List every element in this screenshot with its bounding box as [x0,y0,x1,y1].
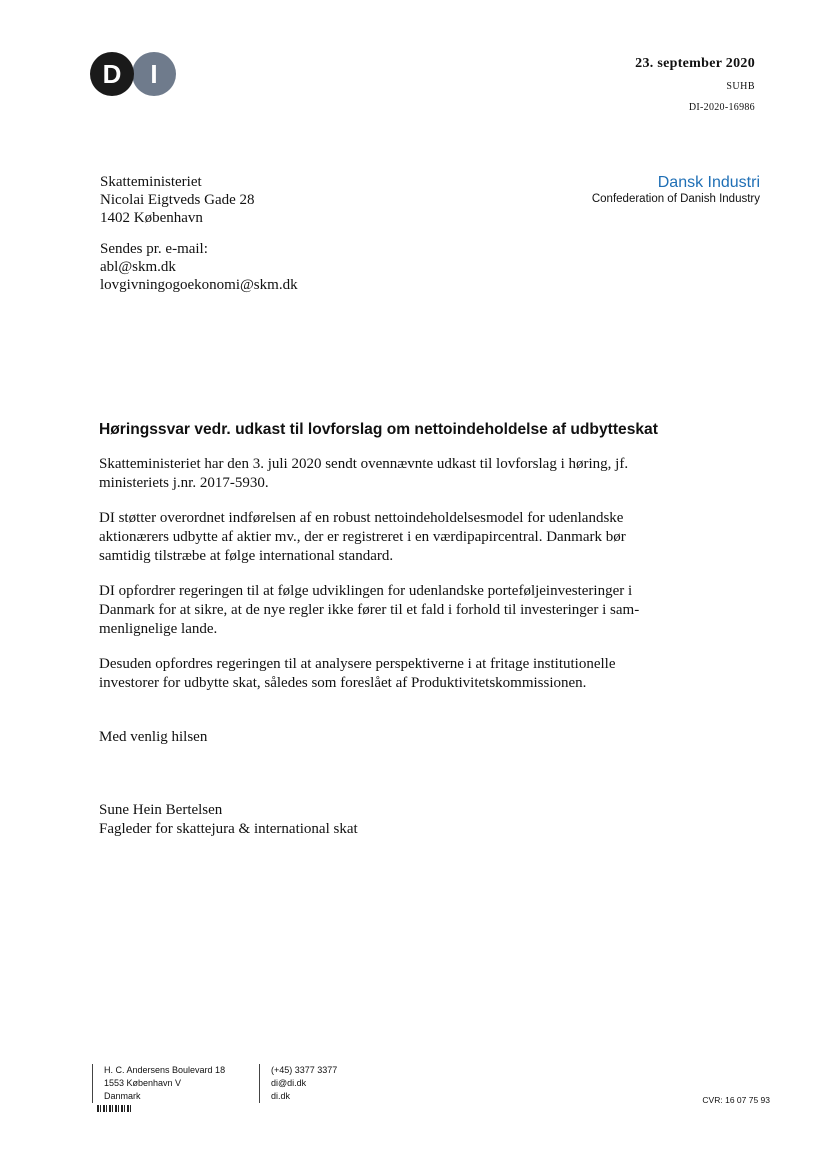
body-paragraph [99,582,689,639]
body-paragraph [99,509,689,566]
signer-title: Fagleder for skattejura & international skat [99,821,358,837]
closing-salutation: Med venlig hilsen [99,729,208,745]
author-initials: SUHB [726,81,755,92]
logo-i-circle: I [132,52,176,96]
body-paragraph [99,455,689,493]
body-line: Danmark for at sikre, at de nye regler ikke fører til et fald i forhold til investeringer i sam- [99,602,640,618]
body-line: ministeriets j.nr. 2017-5930. [99,475,269,491]
email-address: lovgivningogoekonomi@skm.dk [100,277,298,293]
footer-address-line: H. C. Andersens Boulevard 18 [104,1065,226,1075]
body-line: aktionærers udbytte af aktier mv., der er registreret i en værdipapircentral. Danmark bør [99,529,626,545]
body-line: Desuden opfordres regeringen til at analysere perspektiverne i at fritage institutionelle [99,656,616,672]
letter-body [99,455,689,709]
email-address: abl@skm.dk [100,259,176,275]
body-line: DI opfordrer regeringen til at følge udviklingen for udenlandske porteføljeinvesteringer i [99,583,633,599]
footer-contact [259,1064,337,1103]
footer-website: di.dk [271,1091,291,1101]
footer-address-line: 1553 København V [104,1078,182,1088]
footer-phone: (+45) 3377 3377 [271,1065,338,1075]
organization-block [592,174,760,205]
recipient-line: 1402 København [100,210,203,226]
body-paragraph [99,655,689,693]
footer-address [92,1064,225,1103]
footer-address-line: Danmark [104,1091,141,1101]
barcode-mark [97,1105,133,1112]
reference-number: DI-2020-16986 [688,102,755,113]
footer-cvr: CVR: 16 07 75 93 [702,1095,770,1105]
body-line: investorer for udbytte skat, således som foreslået af Produktivitetskommissionen. [99,675,587,691]
signature-block [99,801,358,839]
logo-d-circle: D [90,52,134,96]
recipient-line: Nicolai Eigtveds Gade 28 [100,192,255,208]
body-line: DI støtter overordnet indførelsen af en robust nettoindeholdelsesmodel for udenlandske [99,510,624,526]
footer-email: di@di.dk [271,1078,307,1088]
send-label: Sendes pr. e-mail: [100,241,208,257]
body-line: menlignelige lande. [99,621,218,637]
organization-name: Dansk Industri [657,174,760,191]
header-meta [635,56,755,113]
body-line: samtidig tilstræbe at følge international standard. [99,548,394,564]
body-line: Skatteministeriet har den 3. juli 2020 sendt ovennævnte udkast til lovforslag i høring, jf. [99,456,629,472]
send-by-email-block [100,240,298,294]
recipient-line: Skatteministeriet [100,174,202,190]
recipient-address [100,173,255,227]
letter-date: 23. september 2020 [635,56,755,71]
organization-subtitle: Confederation of Danish Industry [591,193,760,205]
signer-name: Sune Hein Bertelsen [99,802,223,818]
letter-subject: Høringssvar vedr. udkast til lovforslag om nettoindeholdelse af udbytteskat [99,421,658,438]
di-logo [90,52,176,98]
